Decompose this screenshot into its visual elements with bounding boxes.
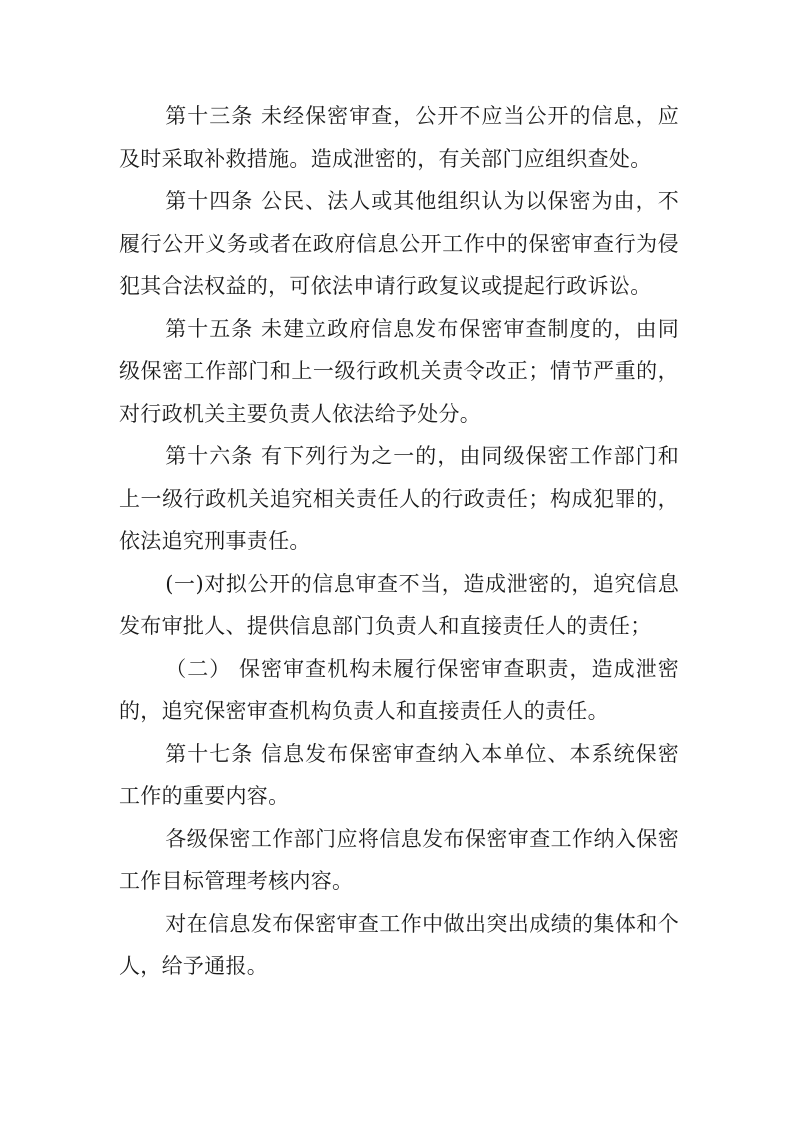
article-17-paragraph: 第十七条 信息发布保密审查纳入本单位、本系统保密工作的重要内容。 bbox=[119, 741, 679, 808]
article-17-clause-3: 对在信息发布保密审查工作中做出突出成绩的集体和个人，给予通报。 bbox=[119, 911, 679, 978]
document-body bbox=[119, 95, 679, 988]
article-13-paragraph: 第十三条 未经保密审查，公开不应当公开的信息，应及时采取补救措施。造成泄密的，有关部门应组织查处。 bbox=[119, 104, 679, 171]
article-16-item-2: （二） 保密审查机构未履行保密审查职责，造成泄密的，追究保密审查机构负责人和直接责任人的责任。 bbox=[119, 656, 679, 723]
article-14-paragraph: 第十四条 公民、法人或其他组织认为以保密为由，不履行公开义务或者在政府信息公开工作中的保密审查行为侵犯其合法权益的，可依法申请行政复议或提起行政诉讼。 bbox=[119, 189, 679, 298]
article-16-item-1: (一)对拟公开的信息审查不当，造成泄密的，追究信息发布审批人、提供信息部门负责人和直接责任人的责任； bbox=[119, 571, 679, 638]
article-17-clause-2: 各级保密工作部门应将信息发布保密审查工作纳入保密工作目标管理考核内容。 bbox=[119, 826, 679, 893]
article-16-paragraph: 第十六条 有下列行为之一的，由同级保密工作部门和上一级行政机关追究相关责任人的行政责任；构成犯罪的，依法追究刑事责任。 bbox=[119, 444, 679, 553]
article-15-paragraph: 第十五条 未建立政府信息发布保密审查制度的，由同级保密工作部门和上一级行政机关责令改正；情节严重的，对行政机关主要负责人依法给予处分。 bbox=[119, 316, 679, 426]
